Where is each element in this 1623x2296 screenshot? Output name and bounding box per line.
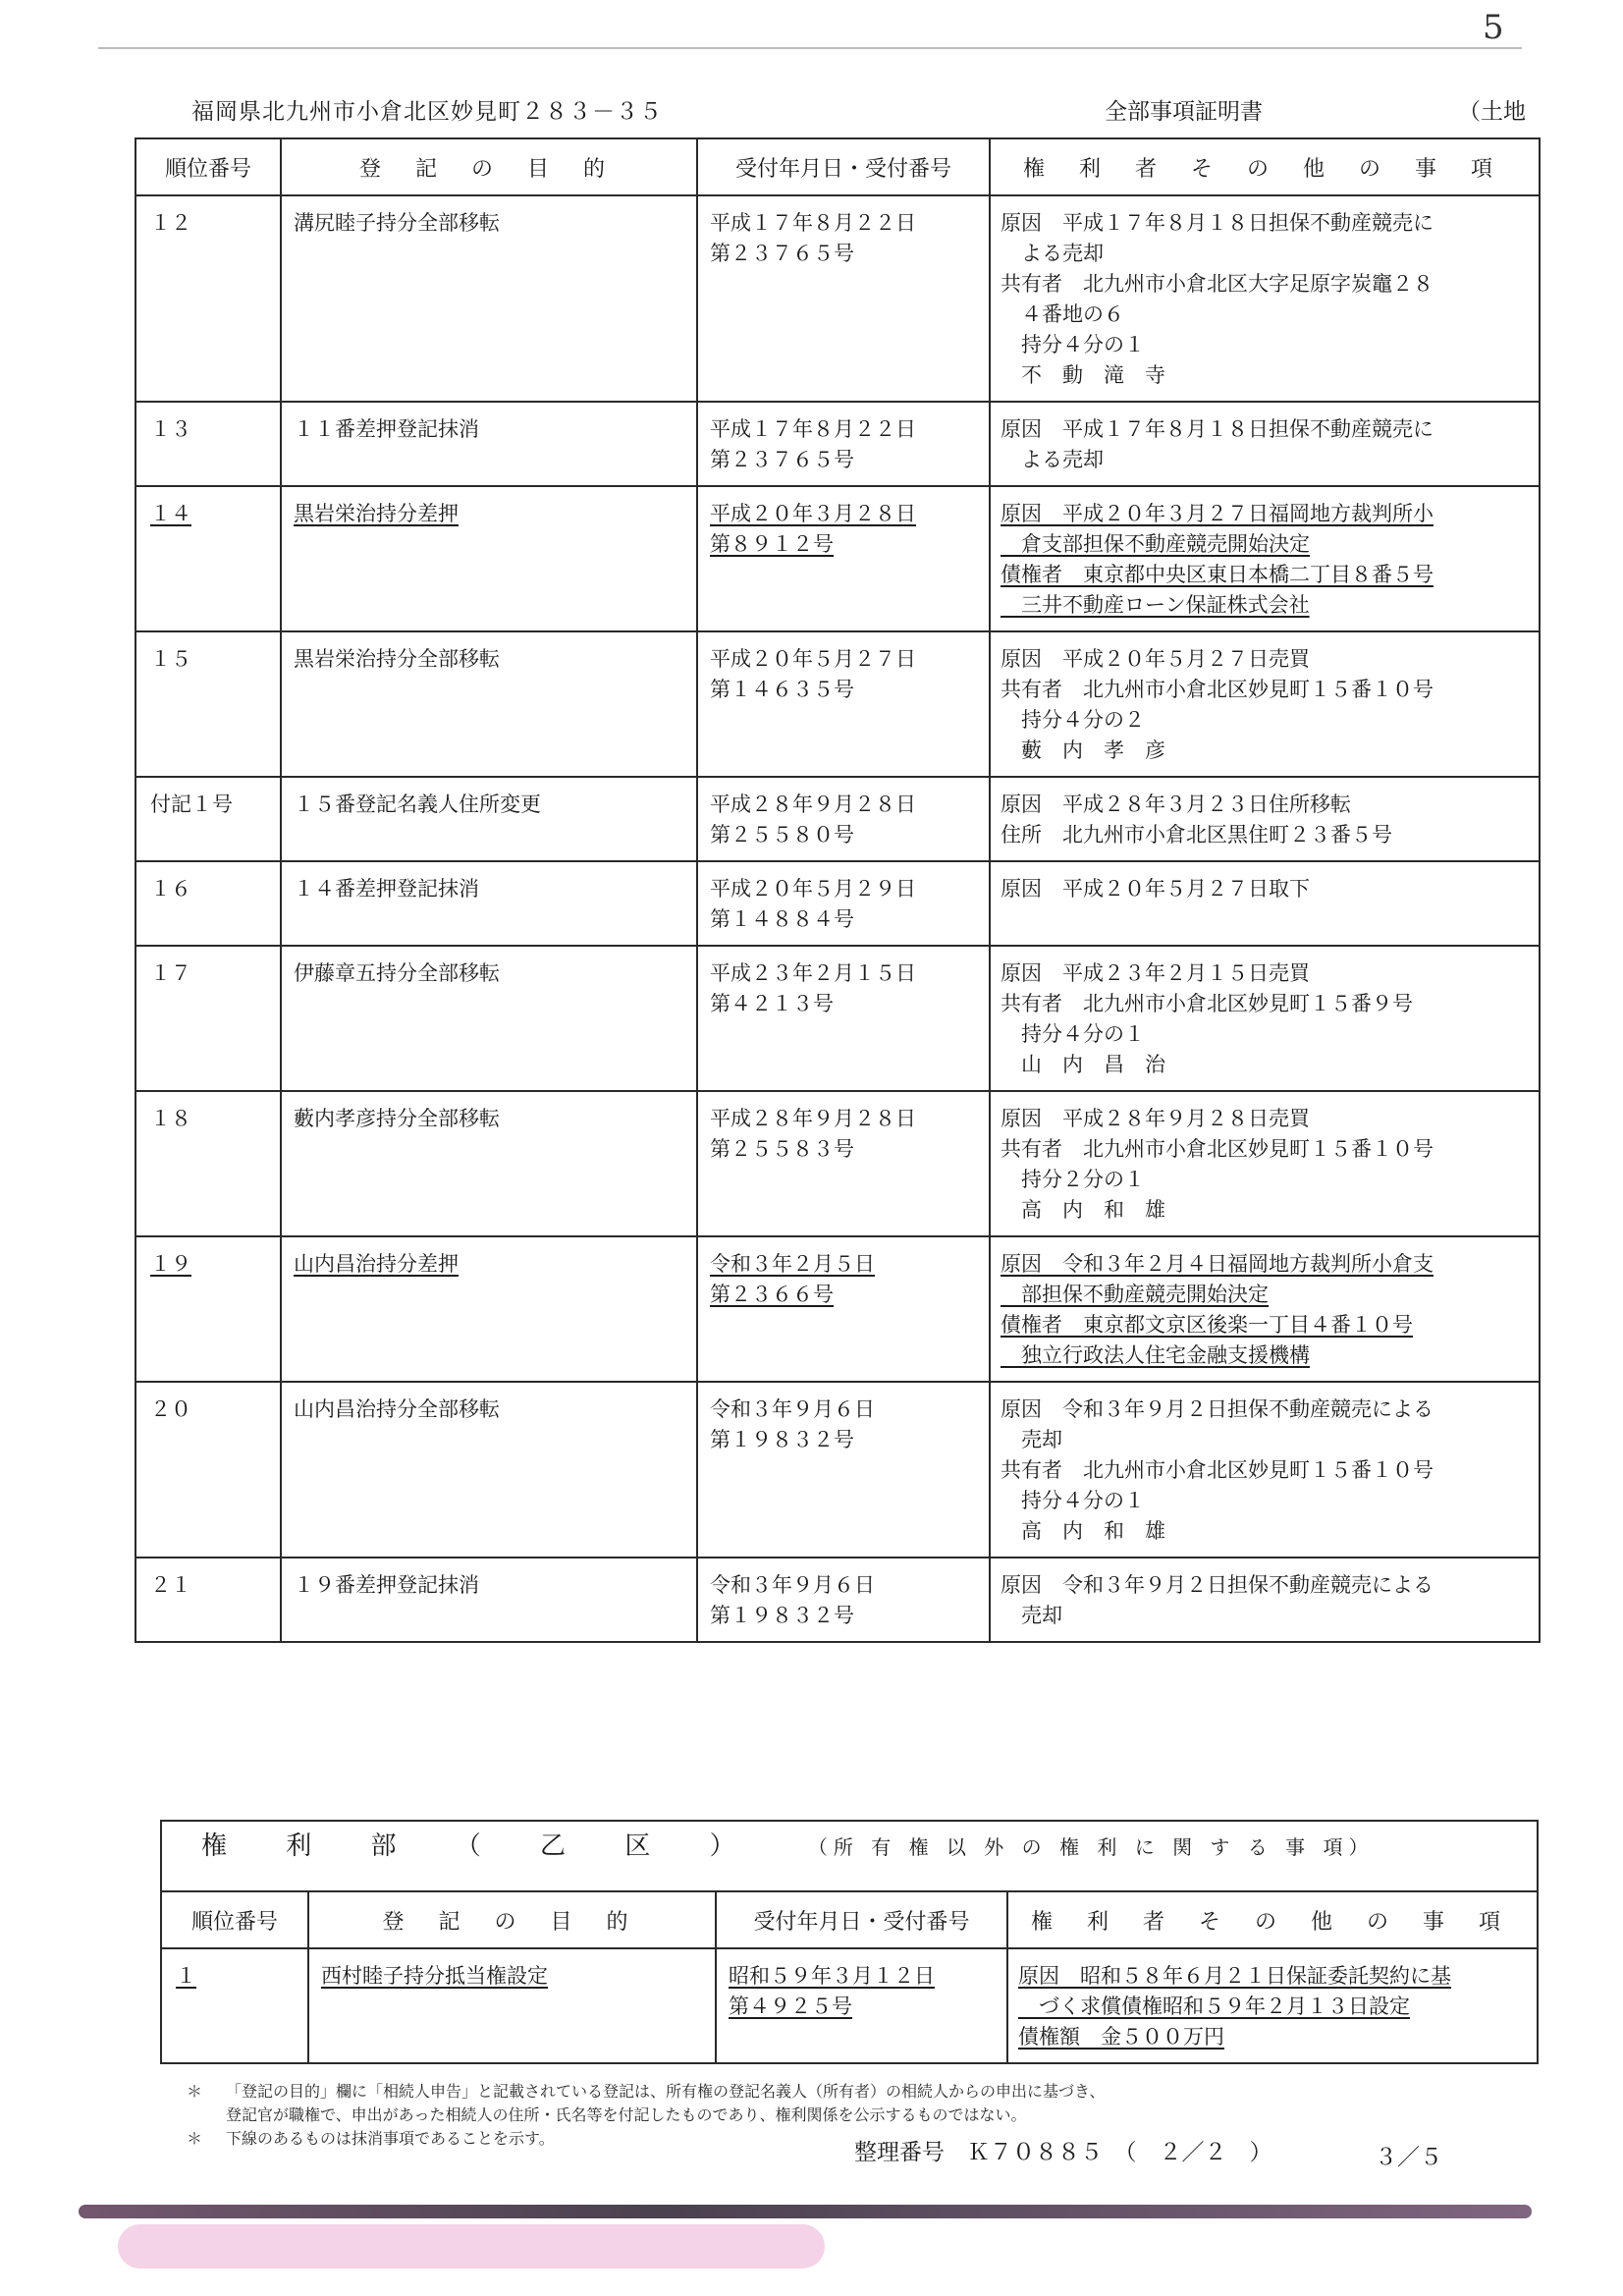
header-rights: 権 利 者 そ の 他 の 事 項 (990, 138, 1540, 195)
rights-text: 三井不動産ローン保証株式会社 (1001, 593, 1310, 617)
date-cell (697, 777, 990, 861)
rights-text: 債権者 東京都中央区東日本橋二丁目８番５号 (1001, 563, 1434, 586)
rights-text: 原因 昭和５８年６月２１日保証委託契約に基 (1018, 1964, 1451, 1988)
date-cell (697, 861, 990, 946)
rights-text: 原因 平成２０年３月２７日福岡地方裁判所小 (1001, 502, 1434, 525)
footnote-1: ＊ 「登記の目的」欄に「相続人申告」と記載されている登記は、所有権の登記名義人（所有者）の相続人からの申出に基づき、 (187, 2082, 1106, 2101)
rights-cell (990, 1558, 1540, 1642)
rights-text: 原因 平成１７年８月１８日担保不動産競売に (1001, 211, 1434, 235)
rights-text: 持分４分の１ (1001, 1022, 1145, 1046)
date-text: 平成１７年８月２２日 (710, 211, 916, 235)
header-purpose: 登 記 の 目 的 (281, 138, 697, 195)
date-cell (697, 631, 990, 777)
purpose-text: 黒岩栄治持分全部移転 (294, 647, 500, 671)
purpose-text: １９番差押登記抹消 (294, 1573, 479, 1597)
purpose-cell (281, 1558, 697, 1642)
rights-text: ４番地の６ (1001, 302, 1124, 326)
scan-artifact-smudge (118, 2224, 825, 2269)
rights-text: 共有者 北九州市小倉北区妙見町１５番１０号 (1001, 1458, 1434, 1482)
rank-text: １８ (150, 1107, 191, 1130)
rank-cell (135, 946, 281, 1091)
date-text: 平成２３年２月１５日 (710, 961, 916, 985)
scan-artifact-top (98, 47, 1522, 49)
rights-text: 原因 平成２８年３月２３日住所移転 (1001, 793, 1351, 816)
rights-cell (990, 777, 1540, 861)
document-header (191, 93, 1537, 133)
rights-text: 共有者 北九州市小倉北区妙見町１５番１０号 (1001, 1137, 1434, 1161)
rights-cell (990, 861, 1540, 946)
rights-text: 原因 平成２３年２月１５日売買 (1001, 961, 1310, 985)
rank-cell (135, 195, 281, 402)
date-text: 第２３７６５号 (710, 448, 854, 471)
rights-text: づく求償債権昭和５９年２月１３日設定 (1018, 1995, 1410, 2018)
date-cell (697, 946, 990, 1091)
purpose-text: 藪内孝彦持分全部移転 (294, 1107, 500, 1130)
date-text: 令和３年９月６日 (710, 1573, 875, 1597)
rights-cell (990, 946, 1540, 1091)
rights-text: 売却 (1001, 1604, 1062, 1627)
table-row (135, 861, 1540, 946)
date-text: 第２３７６５号 (710, 242, 854, 265)
table-row (135, 631, 1540, 777)
rights-text: 不 動 滝 寺 (1001, 363, 1165, 387)
purpose-cell (281, 402, 697, 486)
rank-text: 付記１号 (150, 793, 233, 816)
purpose-cell (281, 486, 697, 631)
date-text: 平成２０年５月２９日 (710, 877, 916, 901)
rights-cell (990, 486, 1540, 631)
rank-text: １２ (150, 211, 191, 235)
date-text: 第１４８８４号 (710, 907, 854, 931)
rank-text: １９ (150, 1252, 191, 1276)
table-row (135, 402, 1540, 486)
purpose-cell (281, 946, 697, 1091)
date-cell (697, 1558, 990, 1642)
rights-text: 独立行政法人住宅金融支援機構 (1001, 1343, 1310, 1367)
date-text: 第２５５８３号 (710, 1137, 854, 1161)
rights-text: 高 内 和 雄 (1001, 1198, 1165, 1222)
otsu-title: 権 利 部 （ 乙 区 ） (201, 1831, 761, 1861)
rights-text: 高 内 和 雄 (1001, 1519, 1165, 1543)
rights-text: 持分２分の１ (1001, 1168, 1145, 1191)
date-text: 平成２８年９月２８日 (710, 1107, 916, 1130)
purpose-cell (281, 777, 697, 861)
rights-text: 原因 平成２８年９月２８日売買 (1001, 1107, 1310, 1130)
otsu-header-rank: 順位番号 (161, 1891, 308, 1948)
rights-text: よる売却 (1001, 242, 1104, 265)
date-text: 平成２８年９月２８日 (710, 793, 916, 816)
otsu-title-row (161, 1821, 1538, 1891)
rights-text: 原因 平成１７年８月１８日担保不動産競売に (1001, 417, 1434, 441)
rights-text: 債権額 金５００万円 (1018, 2025, 1224, 2049)
purpose-text: 黒岩栄治持分差押 (294, 502, 459, 525)
purpose-cell (281, 631, 697, 777)
rights-cell (990, 1091, 1540, 1236)
rank-cell (135, 861, 281, 946)
purpose-cell (281, 1091, 697, 1236)
date-cell (697, 1091, 990, 1236)
date-cell (697, 195, 990, 402)
date-text: 第４９２５号 (729, 1995, 852, 2018)
rights-cell (990, 631, 1540, 777)
header-rank: 順位番号 (135, 138, 281, 195)
rights-text: 原因 平成２０年５月２７日売買 (1001, 647, 1310, 671)
table-row (135, 946, 1540, 1091)
rights-text: 部担保不動産競売開始決定 (1001, 1283, 1269, 1306)
page-mark: 5 (1483, 8, 1504, 47)
otsu-header-rights: 権 利 者 そ の 他 の 事 項 (1007, 1891, 1538, 1948)
rights-text: 共有者 北九州市小倉北区大字足原字炭竈２８ (1001, 272, 1434, 296)
otsu-registry-table (160, 1820, 1539, 2064)
date-text: 第１９８３２号 (710, 1604, 854, 1627)
rank-text: １３ (150, 417, 191, 441)
table-row (135, 1091, 1540, 1236)
rank-text: １６ (150, 877, 191, 901)
rank-cell (135, 1091, 281, 1236)
rank-cell (135, 631, 281, 777)
rank-cell (135, 402, 281, 486)
purpose-cell (281, 1236, 697, 1382)
rights-text: 藪 内 孝 彦 (1001, 738, 1165, 762)
rank-text: １５ (150, 647, 191, 671)
table-row (161, 1948, 1538, 2063)
rights-text: 持分４分の１ (1001, 333, 1145, 356)
rank-cell (135, 1236, 281, 1382)
date-text: 第８９１２号 (710, 532, 834, 556)
reference-number: 整理番号 Ｋ７０８８５ （ ２／２ ） (854, 2140, 1272, 2165)
date-text: 第２３６６号 (710, 1283, 834, 1306)
land-type: （土地 (1458, 99, 1526, 125)
rights-text: 原因 令和３年２月４日福岡地方裁判所小倉支 (1001, 1252, 1434, 1276)
rank-text: １４ (150, 502, 191, 525)
property-address: 福岡県北九州市小倉北区妙見町２８３－３５ (191, 99, 663, 125)
rights-cell (990, 1236, 1540, 1382)
purpose-text: １４番差押登記抹消 (294, 877, 479, 901)
rights-text: 持分４分の１ (1001, 1489, 1145, 1512)
rights-text: 売却 (1001, 1428, 1062, 1451)
rights-text: 持分４分の２ (1001, 708, 1145, 732)
kou-registry-table (135, 137, 1541, 1643)
rights-text: 共有者 北九州市小倉北区妙見町１５番１０号 (1001, 678, 1434, 701)
rights-text: 原因 平成２０年５月２７日取下 (1001, 877, 1310, 901)
purpose-text: 山内昌治持分差押 (294, 1252, 459, 1276)
date-text: 昭和５９年３月１２日 (729, 1964, 935, 1988)
footnote-3: ＊ 下線のあるものは抹消事項であることを示す。 (187, 2129, 555, 2148)
rights-cell (990, 1382, 1540, 1558)
rights-cell (990, 195, 1540, 402)
date-text: 第１９８３２号 (710, 1428, 854, 1451)
date-cell (697, 1236, 990, 1382)
rights-text: 原因 令和３年９月２日担保不動産競売による (1001, 1397, 1434, 1421)
date-text: 令和３年２月５日 (710, 1252, 875, 1276)
purpose-text: 伊藤章五持分全部移転 (294, 961, 500, 985)
rights-text: よる売却 (1001, 448, 1104, 471)
purpose-cell (281, 861, 697, 946)
rights-text: 住所 北九州市小倉北区黒住町２３番５号 (1001, 823, 1392, 847)
rights-text: 倉支部担保不動産競売開始決定 (1001, 532, 1310, 556)
purpose-text: １５番登記名義人住所変更 (294, 793, 541, 816)
certificate-name: 全部事項証明書 (1105, 99, 1263, 125)
date-text: 平成２０年５月２７日 (710, 647, 916, 671)
rank-text: １ (176, 1964, 196, 1988)
rank-cell (135, 777, 281, 861)
date-text: 平成２０年３月２８日 (710, 502, 916, 525)
date-cell (716, 1948, 1007, 2063)
table-row (135, 486, 1540, 631)
date-text: 令和３年９月６日 (710, 1397, 875, 1421)
otsu-header-row (161, 1891, 1538, 1948)
otsu-title-cell (161, 1821, 1538, 1891)
purpose-text: 山内昌治持分全部移転 (294, 1397, 500, 1421)
date-cell (697, 486, 990, 631)
date-text: 平成１７年８月２２日 (710, 417, 916, 441)
otsu-header-date: 受付年月日・受付番号 (716, 1891, 1007, 1948)
date-text: 第４２１３号 (710, 992, 834, 1015)
table-row (135, 195, 1540, 402)
scan-artifact-bottom (79, 2205, 1532, 2218)
rank-cell (161, 1948, 308, 2063)
footnote-2: 登記官が職権で、申出があった相続人の住所・氏名等を付記したものであり、権利関係を公示するものではない。 (226, 2105, 1027, 2124)
table-row (135, 1382, 1540, 1558)
rights-cell (1007, 1948, 1538, 2063)
rights-text: 債権者 東京都文京区後楽一丁目４番１０号 (1001, 1313, 1413, 1337)
table-row (135, 777, 1540, 861)
table-row (135, 1236, 1540, 1382)
purpose-text: 西村睦子持分抵当権設定 (321, 1964, 548, 1988)
otsu-header-purpose: 登 記 の 目 的 (308, 1891, 716, 1948)
purpose-cell (281, 1382, 697, 1558)
rank-cell (135, 486, 281, 631)
date-cell (697, 402, 990, 486)
rank-text: ２０ (150, 1397, 191, 1421)
table-row (135, 1558, 1540, 1642)
purpose-cell (308, 1948, 716, 2063)
header-date: 受付年月日・受付番号 (697, 138, 990, 195)
table-header-row (135, 138, 1540, 195)
otsu-subtitle: （所 有 権 以 外 の 権 利 に 関 す る 事 項） (807, 1835, 1375, 1859)
date-text: 第２５５８０号 (710, 823, 854, 847)
page-number: ３／５ (1375, 2145, 1442, 2170)
purpose-text: １１番差押登記抹消 (294, 417, 479, 441)
rank-cell (135, 1558, 281, 1642)
rights-cell (990, 402, 1540, 486)
purpose-text: 溝尻睦子持分全部移転 (294, 211, 500, 235)
rights-text: 共有者 北九州市小倉北区妙見町１５番９号 (1001, 992, 1413, 1015)
rank-cell (135, 1382, 281, 1558)
purpose-cell (281, 195, 697, 402)
rank-text: １７ (150, 961, 191, 985)
rights-text: 山 内 昌 治 (1001, 1053, 1165, 1076)
rights-text: 原因 令和３年９月２日担保不動産競売による (1001, 1573, 1434, 1597)
date-cell (697, 1382, 990, 1558)
rank-text: ２１ (150, 1573, 191, 1597)
date-text: 第１４６３５号 (710, 678, 854, 701)
